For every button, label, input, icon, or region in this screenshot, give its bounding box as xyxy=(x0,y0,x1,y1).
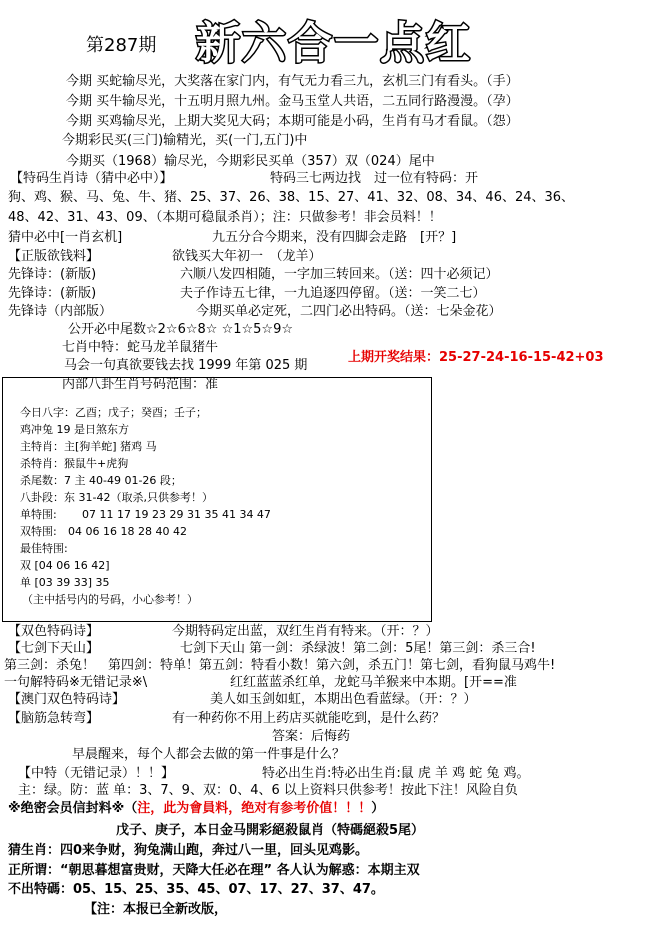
guess-text: 九五分合今期来，没有四脚会走路 [开？] xyxy=(212,230,457,245)
pioneer-poem-2-label: 先锋诗：(新版) xyxy=(8,286,97,301)
box-zhu: 主特肖：主[狗羊蛇] 猪鸡 马 xyxy=(20,440,157,453)
pioneer-poem-3: 今期买单必定死，二四门必出特码。（送：七朵金花） xyxy=(196,304,502,319)
box-bazi: 今日八字：乙酉；戊子；癸酉；壬子； xyxy=(20,406,207,419)
pioneer-poem-1: 六顺八发四相随，一字加三转回来。（送：四十必须记） xyxy=(180,267,499,282)
last-result-label: 上期开奖结果： xyxy=(348,350,440,365)
box-best-2: 单 [03 39 33] 35 xyxy=(20,576,110,589)
box-double-label: 双特围: xyxy=(20,525,57,538)
official-title-text: 欲钱买大年初一 （龙羊） xyxy=(172,249,322,264)
intro-line-1: 今期 买蛇输尽光，大奖落在家门内，有气无力看三九，玄机三门有看头。（手） xyxy=(66,74,519,89)
box-note: （主中括号内的号码，小心参考！） xyxy=(22,593,198,606)
box-best-label: 最佳特围: xyxy=(20,542,68,555)
color-advice: 主：绿。防：蓝 单：3、7、9、双：0、4、6 以上资料只供参考！按此下注！风险自负 xyxy=(18,783,518,798)
tail-stars: 公开必中尾数☆2☆6☆8☆ ☆1☆5☆9☆ xyxy=(68,322,293,337)
poem-numbers-1: 狗、鸡、猴、马、兔、牛、猪、25、37、26、38、15、27、41、32、08、34、46、24、36、 xyxy=(8,190,575,205)
box-single-label: 单特围: xyxy=(20,508,57,521)
color-poem-label: 【双色特码诗】 xyxy=(8,624,100,639)
intro-line-4: 今期彩民买(三门)输精光，买(一门,五门)中 xyxy=(62,133,308,148)
intro-line-5: 今期买（1968）输尽光，今期彩民买单（357）双（024）尾中 xyxy=(66,154,435,169)
no-error-text: 特必出生肖:特必出生肖:鼠 虎 羊 鸡 蛇 兔 鸡。 xyxy=(262,766,530,781)
poem-hint: 特码三七两边找 过一位有特码：开 xyxy=(270,171,479,186)
new-edition-note: 【注：本报已全新改版， xyxy=(84,902,228,917)
poem-title: 【特码生肖诗（猜中必中）】 xyxy=(10,171,173,186)
horse-club-line: 马会一句真欲要钱去找 1999 年第 025 期 xyxy=(64,358,308,373)
pioneer-poem-2: 夫子作诗五七律，一九追逐四停留。（送：一笑二七） xyxy=(180,286,486,301)
intro-line-2: 今期 买牛输尽光，十五明月照九州。金马玉堂人共语，二五同行路漫漫。（孕） xyxy=(66,94,519,109)
seven-swords-text: 七剑下天山 第一剑：杀绿波！第二剑：5尾！第三剑：杀三合! xyxy=(180,641,536,656)
box-single: 07 11 17 19 23 29 31 35 41 34 47 xyxy=(82,508,271,521)
saying-line: 正所谓：“朝思暮想富贵财，天降大任必在理” 各人认为解惑：本期主双 xyxy=(8,863,420,878)
riddle-answer: 答案：后悔药 xyxy=(272,729,351,744)
secret-member xyxy=(8,801,384,816)
seven-swords-line-2: 第三剑：杀兔！ 第四剑：特单！第五剑：特看小数！第六剑，杀五门！第七剑，看狗鼠马鸡牛! xyxy=(4,658,556,673)
official-title: 【正版欲钱料】 xyxy=(8,249,100,264)
no-special-numbers: 不出特碼：05、15、25、35、45、07、17、27、37、47。 xyxy=(8,882,384,897)
macau-poem-label: 【澳门双色特码诗】 xyxy=(8,692,126,707)
riddle-label: 【脑筋急转弯】 xyxy=(8,711,100,726)
issue-number: 第287期 xyxy=(86,35,157,56)
masthead-text: 新六合一点红 xyxy=(196,18,472,69)
no-error-label: 【中特（无错记录）！！】 xyxy=(18,766,175,781)
box-heading: 内部八卦生肖号码范围：准 xyxy=(62,377,219,392)
pioneer-poem-3-label: 先锋诗（内部版） xyxy=(8,304,113,319)
one-sentence-text: 红红蓝蓝杀红单，龙蛇马羊猴来中本期。[开==准 xyxy=(230,675,517,690)
intro-line-3: 今期 买鸡输尽光，上期大奖见大码；本期可能是小码，生肖有马才看鼠。（怨） xyxy=(66,114,519,129)
secret-member-end: ） xyxy=(371,801,385,816)
box-kill: 杀特肖：猴鼠牛+虎狗 xyxy=(20,457,129,470)
poem-numbers-2: 48、42、31、43、09、（本期可稳鼠杀肖）；注：只做参考！非会员料！！ xyxy=(8,210,442,225)
color-poem-text: 今期特码定出蓝，双红生肖有特来。（开：？） xyxy=(172,624,439,639)
masthead-logo xyxy=(192,14,477,70)
secret-member-label: ※绝密会员信封料※（ xyxy=(8,801,138,816)
last-result-numbers: 25-27-24-16-15-42+03 xyxy=(439,350,604,365)
last-result xyxy=(348,350,604,365)
gold-horse-line: 戊子、庚子，本日金马開彩絕殺鼠肖（特碼絕殺5尾） xyxy=(116,823,425,838)
box-bagua: 八卦段：东 31-42（取杀,只供参考！） xyxy=(20,491,213,504)
box-double: 04 06 16 18 28 40 42 xyxy=(68,525,187,538)
morning-question: 早晨醒来，每个人都会去做的第一件事是什么？ xyxy=(72,747,346,762)
seven-zodiac: 七肖中特：蛇马龙羊鼠猪牛 xyxy=(62,340,219,355)
seven-swords-label: 【七剑下天山】 xyxy=(8,641,100,656)
secret-member-note: 注，此为會員料，绝对有参考价值！！！ xyxy=(137,801,372,816)
box-best-1: 双 [04 06 16 42] xyxy=(20,559,110,572)
box-tail: 杀尾数：7 主 40-49 01-26 段； xyxy=(20,474,182,487)
macau-poem-text: 美人如玉剑如虹，本期出色看蓝绿。（开：？） xyxy=(210,692,477,707)
box-chong: 鸡冲兔 19 是日煞东方 xyxy=(20,423,129,436)
guess-zodiac: 猜生肖：四0来争财，狗兔满山跑，奔过八一里，回头见鸡影。 xyxy=(8,843,369,858)
guess-label: 猜中必中[一肖玄机] xyxy=(8,230,123,245)
pioneer-poem-1-label: 先锋诗：(新版) xyxy=(8,267,97,282)
riddle-text: 有一种药你不用上药店买就能吃到，是什么药？ xyxy=(172,711,446,726)
one-sentence-label: 一句解特码※无错记录※\ xyxy=(4,675,148,690)
